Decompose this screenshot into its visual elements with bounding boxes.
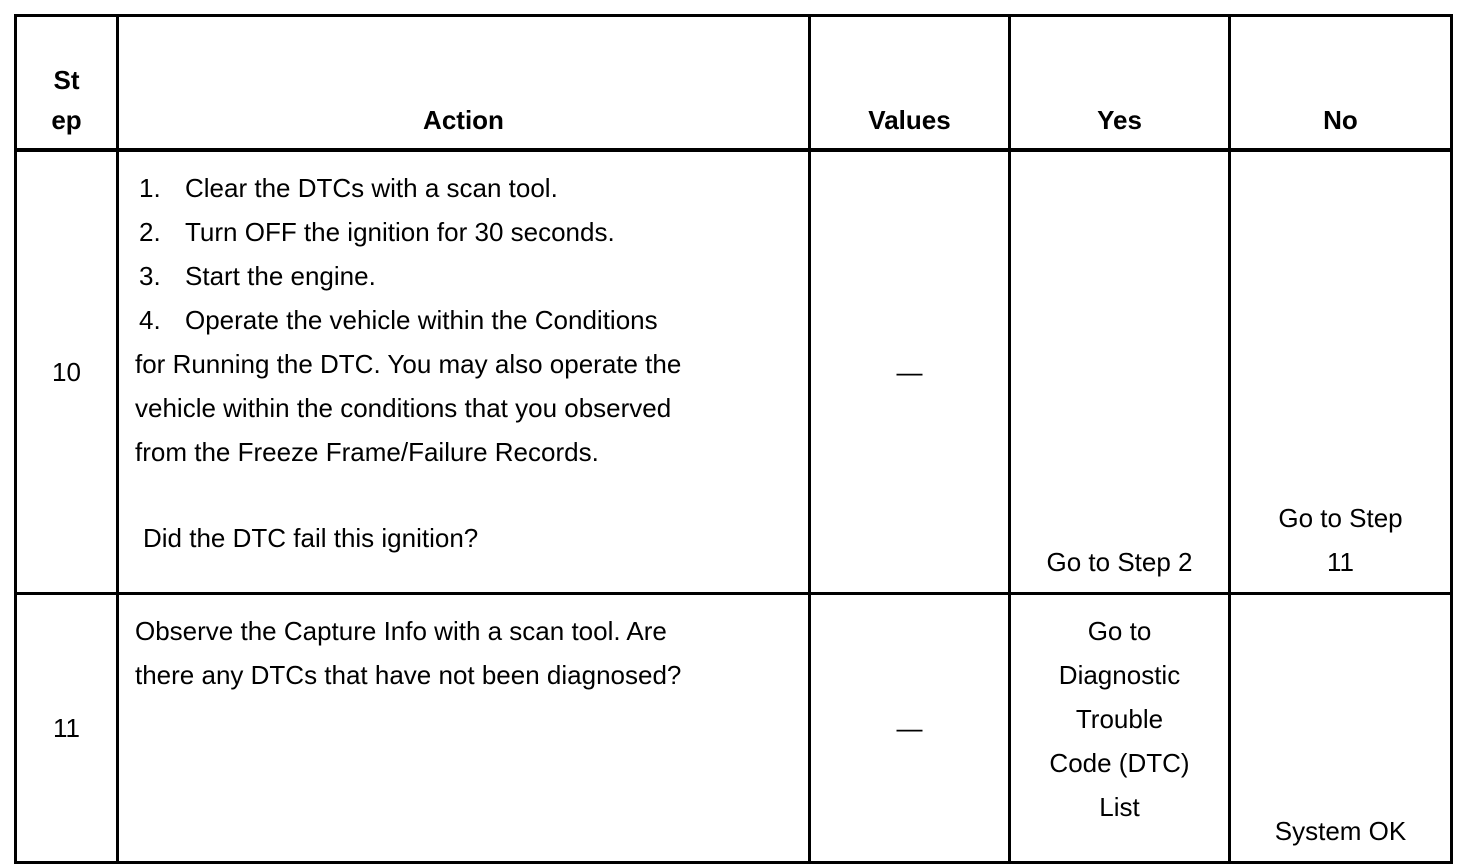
action-item (135, 254, 790, 298)
action-cell (118, 593, 810, 862)
action-item (135, 298, 790, 342)
action-question: Did the DTC fail this ignition? (143, 522, 479, 553)
action-item-text: Clear the DTCs with a scan tool. (185, 172, 558, 203)
action-item-number: 2. (139, 216, 161, 247)
action-line: Observe the Capture Info with a scan tool. Are (135, 615, 667, 646)
action-cell (118, 150, 810, 594)
header-action: Action (118, 16, 810, 150)
action-item-number: 4. (139, 304, 161, 335)
yes-cell (1010, 593, 1230, 862)
action-item (135, 166, 790, 210)
action-item (135, 210, 790, 254)
values-cell: — (810, 593, 1010, 862)
header-step-line2: ep (51, 104, 82, 135)
action-item-number: 1. (139, 172, 161, 203)
step-number: 10 (16, 150, 118, 594)
header-values: Values (810, 16, 1010, 150)
action-continuation-line: for Running the DTC. You may also operate the (135, 348, 682, 379)
table-row-step-11 (16, 593, 1452, 862)
action-item-number: 3. (139, 260, 161, 291)
yes-cell: Go to Step 2 (1010, 150, 1230, 594)
action-line: there any DTCs that have not been diagnosed? (135, 659, 682, 690)
yes-cell-line: Code (DTC) (1049, 747, 1190, 778)
diagnostic-step-table (14, 14, 1453, 864)
yes-cell-line: Go to (1087, 615, 1152, 646)
header-row (16, 16, 1452, 150)
yes-cell-line: Trouble (1075, 703, 1164, 734)
action-item-text: Operate the vehicle within the Conditions (185, 304, 658, 335)
no-cell: System OK (1230, 593, 1452, 862)
header-yes: Yes (1010, 16, 1230, 150)
action-item-text: Start the engine. (185, 260, 376, 291)
no-cell-line: 11 (1327, 546, 1354, 577)
spacer (135, 474, 790, 516)
action-continuation-line: from the Freeze Frame/Failure Records. (135, 436, 599, 467)
table-row-step-10 (16, 150, 1452, 594)
no-cell-line: Go to Step (1278, 502, 1403, 533)
yes-cell-line: Diagnostic (1058, 659, 1181, 690)
no-cell (1230, 150, 1452, 594)
header-step (16, 16, 118, 150)
action-continuation-line: vehicle within the conditions that you observed (135, 392, 672, 423)
action-item-text: Turn OFF the ignition for 30 seconds. (185, 216, 615, 247)
step-number: 11 (16, 593, 118, 862)
values-cell: — (810, 150, 1010, 594)
yes-cell-line: List (1099, 791, 1140, 822)
header-no: No (1230, 16, 1452, 150)
header-step-line1: St (53, 64, 80, 95)
